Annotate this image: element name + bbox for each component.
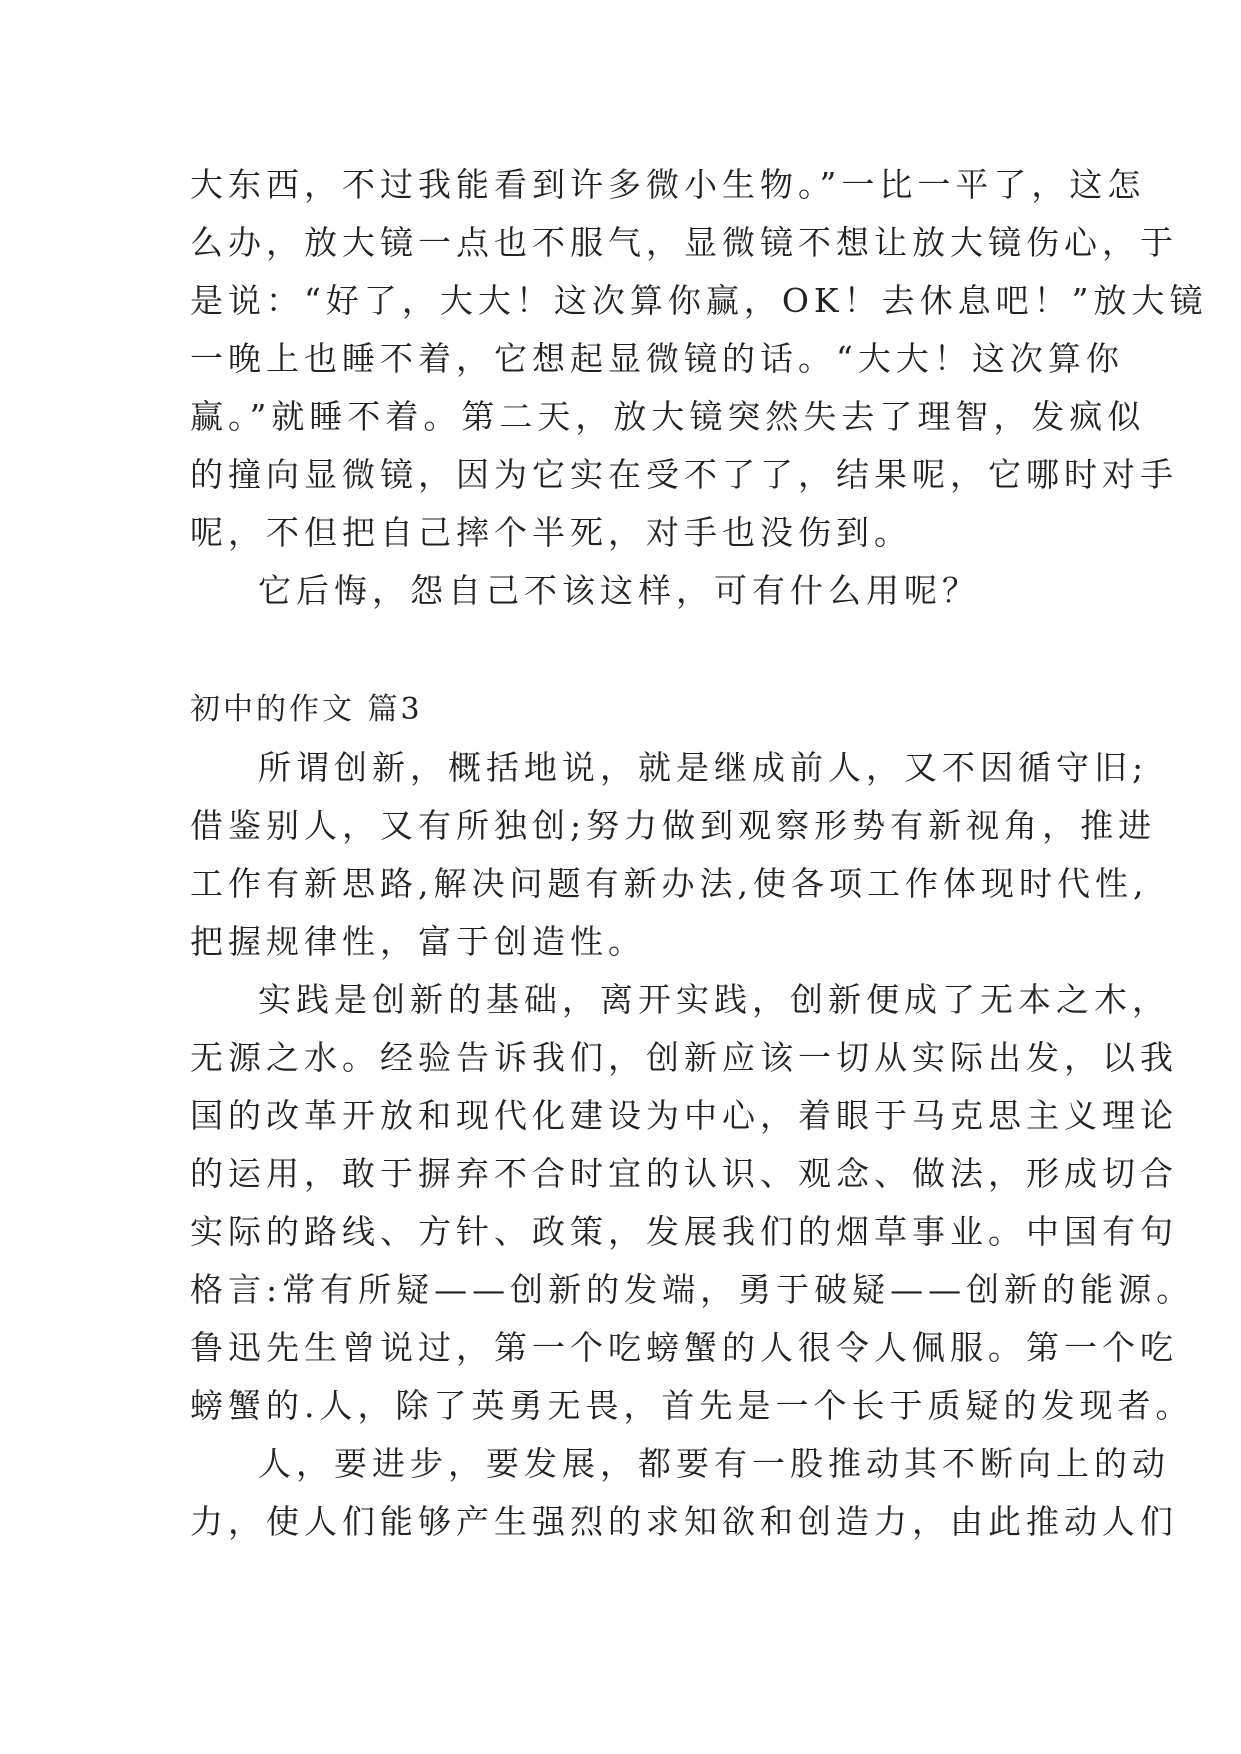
- paragraph-1-line-2: 么办，放大镜一点也不服气，显微镜不想让放大镜伤心，于: [190, 223, 1178, 262]
- paragraph-4-line-1: 实践是创新的基础，离开实践，创新便成了无本之木，: [258, 980, 1170, 1019]
- paragraph-1-line-7: 呢，不但把自己摔个半死，对手也没伤到。: [190, 513, 912, 552]
- paragraph-3-line-3: 工作有新思路,解决问题有新办法,使各项工作体现时代性,: [190, 864, 1149, 903]
- paragraph-3-line-2: 借鉴别人，又有所独创;努力做到观察形势有新视角，推进: [190, 806, 1157, 845]
- paragraph-1-line-4: 一晚上也睡不着，它想起显微镜的话。“大大！这次算你: [190, 339, 1124, 378]
- paragraph-1-line-5: 赢。”就睡不着。第二天，放大镜突然失去了理智，发疯似: [190, 397, 1146, 436]
- paragraph-1-line-6: 的撞向显微镜，因为它实在受不了了，结果呢，它哪时对手: [190, 455, 1178, 494]
- paragraph-1-line-1: 大东西，不过我能看到许多微小生物。”一比一平了，这怎: [190, 165, 1146, 204]
- paragraph-4-line-2: 无源之水。经验告诉我们，创新应该一切从实际出发，以我: [190, 1038, 1178, 1077]
- paragraph-4-line-8: 螃蟹的.人，除了英勇无畏，首先是一个长于质疑的发现者。: [190, 1386, 1194, 1425]
- paragraph-4-line-5: 实际的路线、方针、政策，发展我们的烟草事业。中国有句: [190, 1212, 1178, 1251]
- paragraph-4-line-7: 鲁迅先生曾说过，第一个吃螃蟹的人很令人佩服。第一个吃: [190, 1328, 1178, 1367]
- paragraph-5-line-1: 人，要进步，要发展，都要有一股推动其不断向上的动: [258, 1444, 1170, 1483]
- paragraph-3-line-1: 所谓创新，概括地说，就是继成前人，又不因循守旧;: [258, 748, 1149, 787]
- paragraph-1-line-3: 是说：“好了，大大！这次算你赢，OK！去休息吧！”放大镜: [190, 281, 1208, 320]
- paragraph-4-line-6: 格言:常有所疑——创新的发端，勇于破疑——创新的能源。: [190, 1270, 1195, 1309]
- section-heading: 初中的作文 篇3: [190, 692, 423, 727]
- paragraph-4-line-4: 的运用，敢于摒弃不合时宜的认识、观念、做法，形成切合: [190, 1154, 1178, 1193]
- paragraph-2-line-1: 它后悔，怨自己不该这样，可有什么用呢？: [258, 571, 980, 610]
- paragraph-5-line-2: 力，使人们能够产生强烈的求知欲和创造力，由此推动人们: [190, 1502, 1178, 1541]
- paragraph-4-line-3: 国的改革开放和现代化建设为中心，着眼于马克思主义理论: [190, 1096, 1178, 1135]
- paragraph-3-line-4: 把握规律性，富于创造性。: [190, 922, 646, 961]
